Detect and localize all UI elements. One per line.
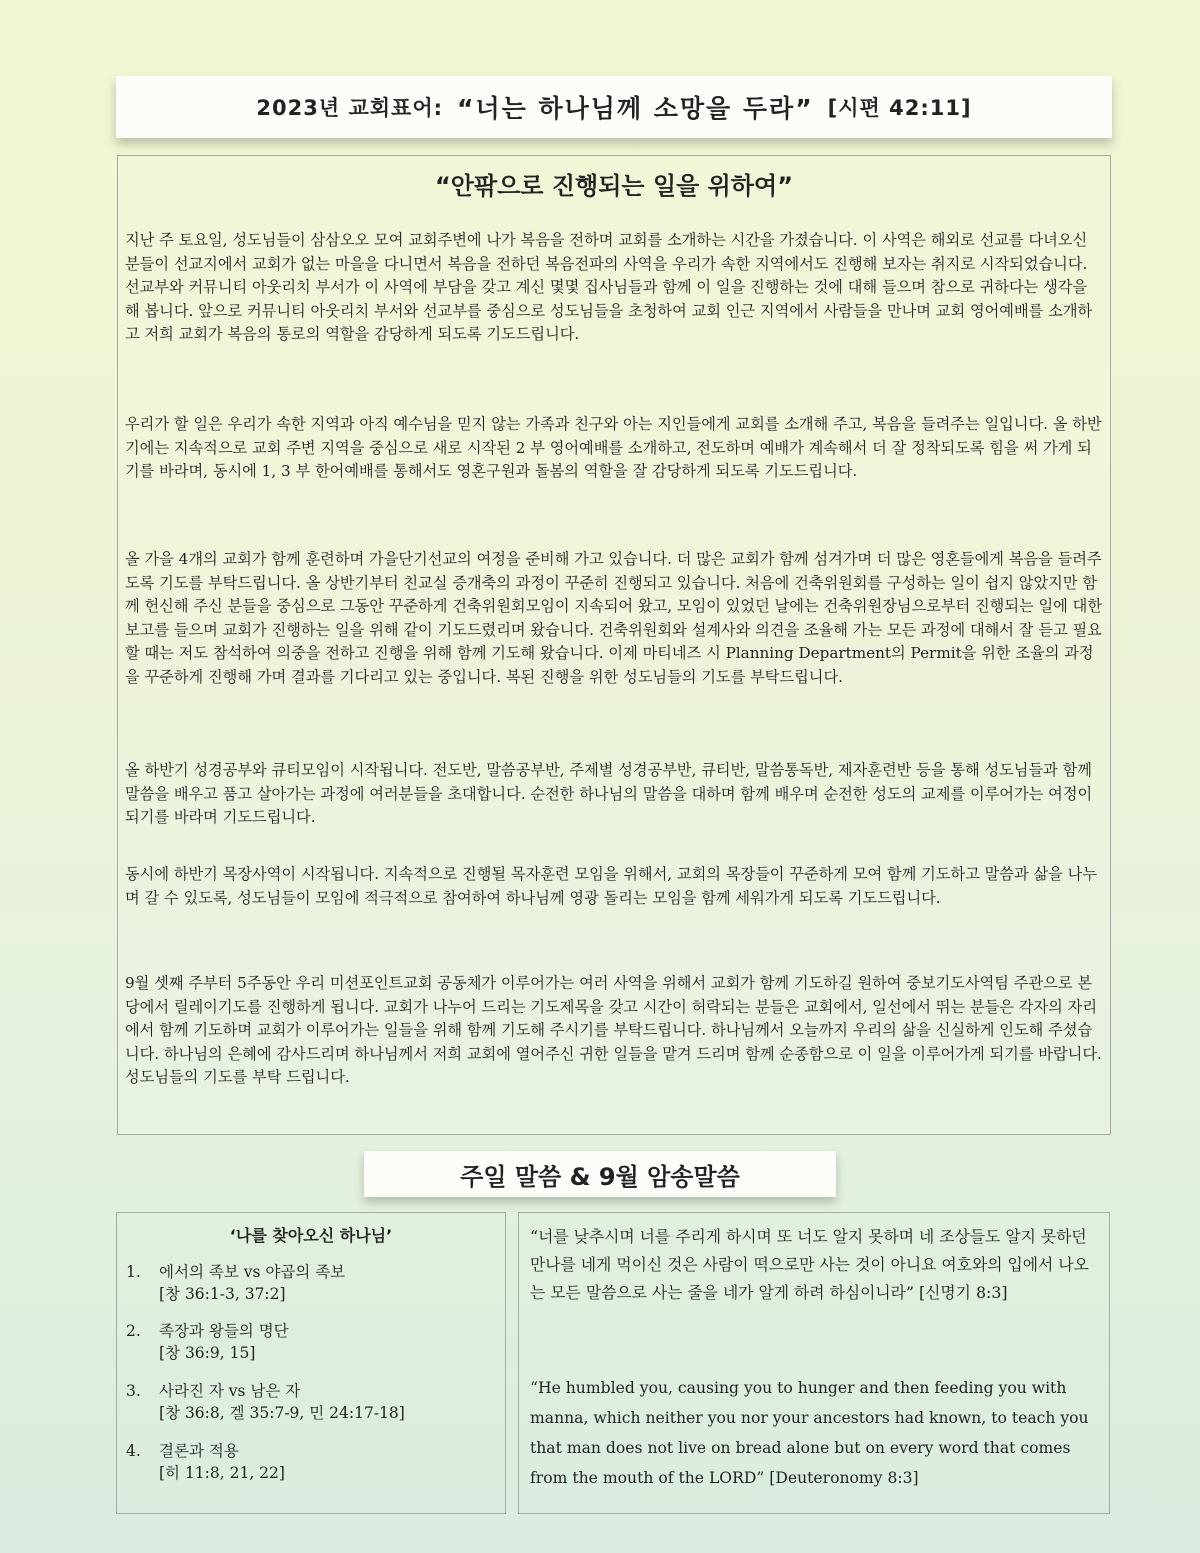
column-paragraph-5: 동시에 하반기 목장사역이 시작됩니다. 지속적으로 진행될 목자훈련 모임을 위해서, 교회의 목장들이 꾸준하게 모여 함께 기도하고 말씀과 삶을 나누며 갈 수 있도록, 성도님들이 모임에 적극적으로 참여하여 하나님께 영광 돌리는 모임을 함께 세워가게 되도록 기도드립니다.	[125, 865, 1097, 907]
sermon-point-reference: [히 11:8, 21, 22]	[159, 1464, 285, 1482]
sermon-outline-box	[116, 1212, 506, 1514]
motto-year-label: 2023년 교회표어:	[256, 96, 444, 120]
sermon-section-header: 주일 말씀 & 9월 암송말씀	[364, 1151, 836, 1197]
memory-verse-english: “He humbled you, causing you to hunger and then feeding you with manna, which neither you nor your ancestors had known, to teach you that man does not live on bread alone but on every word that comes from the mouth of the LORD” [Deuteronomy 8:3]	[530, 1379, 1089, 1487]
motto-reference: [시편 42:11]	[827, 96, 972, 120]
motto-banner	[116, 76, 1112, 138]
column-paragraph-3: 올 가을 4개의 교회가 함께 훈련하며 가을단기선교의 여정을 준비해 가고 있습니다. 더 많은 교회가 함께 섬겨가며 더 많은 영혼들에게 복음을 들려주도록 기도를 부탁드립니다. 올 상반기부터 친교실 증개축의 과정이 꾸준히 진행되고 있습니다. 처음에 건축위원회를 구성하는 일이 쉽지 않았지만 함께 헌신해 주신 분들을 중심으로 그동안 꾸준하게 건축위원회모임이 지속되어 왔고, 모임이 있었던 날에는 건축위원장님으로부터 진행되는 일에 대한 보고를 들으며 교회가 진행하는 일을 위해 같이 기도드렸리며 왔습니다. 건축위원회와 설계사와 의견을 조율해 가는 모든 과정에 대해서 잘 듣고 필요할 때는 저도 참석하여 의중을 전하고 진행을 위해 함께 기도해 왔습니다. 이제 마티네즈 시 Planning Department의 Permit을 위한 조율의 과정을 꾸준하게 진행해 가며 결과를 기다리고 있는 중입니다. 복된 진행을 위한 성도님들의 기도를 부탁드립니다.	[125, 550, 1103, 686]
sermon-point-number: 3.	[126, 1382, 141, 1400]
column-paragraph-6: 9월 셋째 주부터 5주동안 우리 미션포인트교회 공동체가 이루어가는 여러 사역을 위해서 교회가 함께 기도하길 원하여 중보기도사역팀 주관으로 본당에서 릴레이기도를 진행하게 됩니다. 교회가 나누어 드리는 기도제목을 갖고 시간이 허락되는 분들은 교회에서, 일선에서 뛰는 분들은 각자의 자리에서 함께 기도하며 교회가 이루어가는 일들을 위해 함께 기도해 주시기를 부탁드립니다. 하나님께서 오늘까지 우리의 삶을 신실하게 인도해 주셨습니다. 하나님의 은혜에 감사드리며 하나님께서 저희 교회에 열어주신 귀한 일들을 맡겨 드리며 함께 순종함으로 이 일을 이루어가게 되기를 바랍니다. 성도님들의 기도를 부탁 드립니다.	[125, 974, 1102, 1086]
sermon-point-text: 사라진 자 vs 남은 자	[159, 1382, 301, 1400]
memory-verse-korean: “너를 낮추시며 너를 주리게 하시며 또 너도 알지 못하며 네 조상들도 알지 못하던 만나를 네게 먹이신 것은 사람이 떡으로만 사는 것이 아니요 여호와의 입에서 나오는 모든 말씀으로 사는 줄을 네가 알게 하려 하심이니라” [신명기 8:3]	[530, 1227, 1089, 1302]
column-title: “안팎으로 진행되는 일을 위하여”	[434, 172, 793, 200]
motto-text: “너는 하나님께 소망을 두라”	[457, 94, 814, 123]
column-paragraph-2: 우리가 할 일은 우리가 속한 지역과 아직 예수님을 믿지 않는 가족과 친구와 아는 지인들에게 교회를 소개해 주고, 복음을 들려주는 일입니다. 올 하반기에는 지속적으로 교회 주변 지역을 중심으로 새로 시작된 2 부 영어예배를 소개하고, 전도하며 예배가 계속해서 더 잘 정착되도록 힘을 써 가게 되기를 바라며, 동시에 1, 3 부 한어예배를 통해서도 영혼구원과 돌봄의 역할을 잘 감당하게 되도록 기도드립니다.	[125, 415, 1102, 480]
column-paragraph-4: 올 하반기 성경공부와 큐티모임이 시작됩니다. 전도반, 말씀공부반, 주제별 성경공부반, 큐티반, 말씀통독반, 제자훈련반 등을 통해 성도님들과 함께 말씀을 배우고 품고 살아가는 과정에 여러분들을 초대합니다. 순전한 하나님의 말씀을 대하며 함께 배우며 순전한 성도의 교제를 이루어가는 여정이 되기를 바라며 기도드립니다.	[125, 761, 1093, 826]
sermon-point-reference: [창 36:1-3, 37:2]	[159, 1285, 286, 1303]
sermon-point-text: 결론과 적용	[159, 1442, 239, 1460]
sermon-point-text: 에서의 족보 vs 야곱의 족보	[159, 1263, 346, 1281]
pastor-column	[117, 155, 1111, 1135]
sermon-point-reference: [창 36:9, 15]	[159, 1344, 256, 1362]
sermon-point-text: 족장과 왕들의 명단	[159, 1322, 289, 1340]
memory-verse-box	[518, 1212, 1110, 1514]
sermon-title: ‘나를 찾아오신 하나님’	[229, 1226, 393, 1245]
sermon-point-number: 4.	[126, 1442, 141, 1460]
sermon-point-number: 1.	[126, 1263, 141, 1281]
sermon-point-reference: [창 36:8, 겔 35:7-9, 민 24:17-18]	[159, 1404, 405, 1422]
sermon-point-number: 2.	[126, 1322, 141, 1340]
column-paragraph-1: 지난 주 토요일, 성도님들이 삼삼오오 모여 교회주변에 나가 복음을 전하며 교회를 소개하는 시간을 가졌습니다. 이 사역은 해외로 선교를 다녀오신 분들이 선교지에서 교회가 없는 마을을 다니면서 복음을 전하던 복음전파의 사역을 우리가 속한 지역에서도 진행해 보자는 취지로 시작되었습니다. 선교부와 커뮤니티 아웃리치 부서가 이 사역에 부담을 갖고 계신 몇몇 집사님들과 함께 이 일을 진행하는 것에 대해 들으며 참으로 귀하다는 생각을 해 봅니다. 앞으로 커뮤니티 아웃리치 부서와 선교부를 중심으로 성도님들을 초청하여 교회 인근 지역에서 사람들을 만나며 교회 영어예배를 소개하고 저희 교회가 복음의 통로의 역할을 감당하게 되도록 기도드립니다.	[125, 231, 1093, 343]
